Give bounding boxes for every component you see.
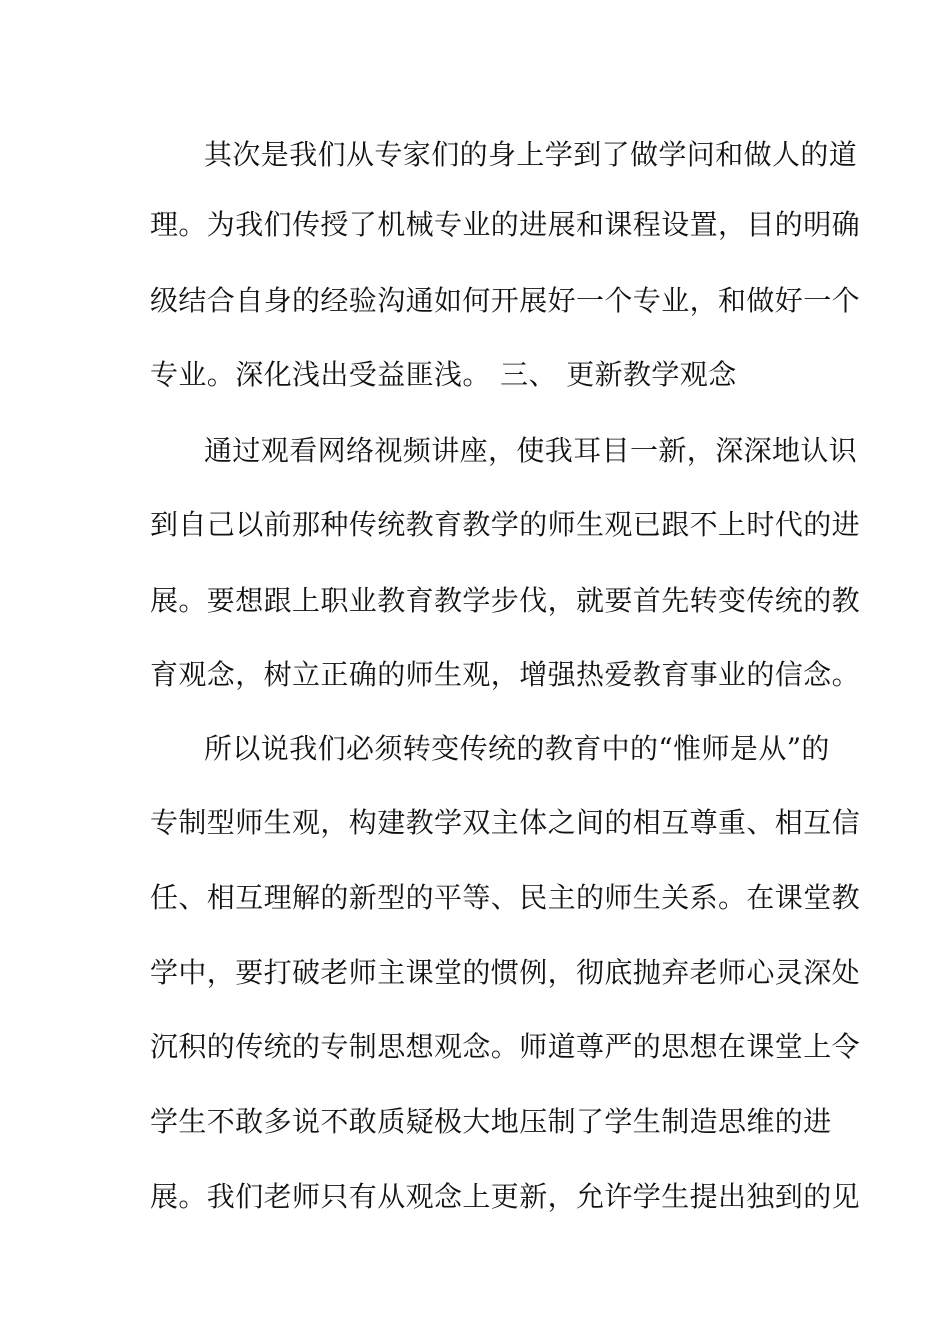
text-line: 专业。深化浅出受益匪浅。 三、 更新教学观念: [150, 358, 737, 391]
text-line: 通过观看网络视频讲座，使我耳目一新，深深地认识: [204, 434, 858, 467]
text-line: 展。我们老师只有从观念上更新，允许学生提出独到的见: [150, 1180, 861, 1213]
text-line: 级结合自身的经验沟通如何开展好一个专业，和做好一个: [150, 284, 861, 317]
text-line: 所以说我们必须转变传统的教育中的“惟师是从”的: [204, 732, 830, 765]
text-line: 学中，要打破老师主课堂的惯例，彻底抛弃老师心灵深处: [150, 956, 861, 989]
text-line: 展。要想跟上职业教育教学步伐，就要首先转变传统的教: [150, 584, 861, 617]
text-line: 其次是我们从专家们的身上学到了做学问和做人的道: [204, 138, 858, 171]
text-line: 育观念，树立正确的师生观，增强热爱教育事业的信念。: [150, 658, 861, 691]
text-line: 到自己以前那种传统教育教学的师生观已跟不上时代的进: [150, 508, 861, 541]
text-line: 专制型师生观，构建教学双主体之间的相互尊重、相互信: [150, 806, 861, 839]
text-line: 理。为我们传授了机械专业的进展和课程设置，目的明确: [150, 208, 861, 241]
text-line: 沉积的传统的专制思想观念。师道尊严的思想在课堂上令: [150, 1030, 861, 1063]
text-line: 任、相互理解的新型的平等、民主的师生关系。在课堂教: [150, 881, 861, 914]
text-line: 学生不敢多说不敢质疑极大地压制了学生制造思维的进: [150, 1105, 832, 1138]
